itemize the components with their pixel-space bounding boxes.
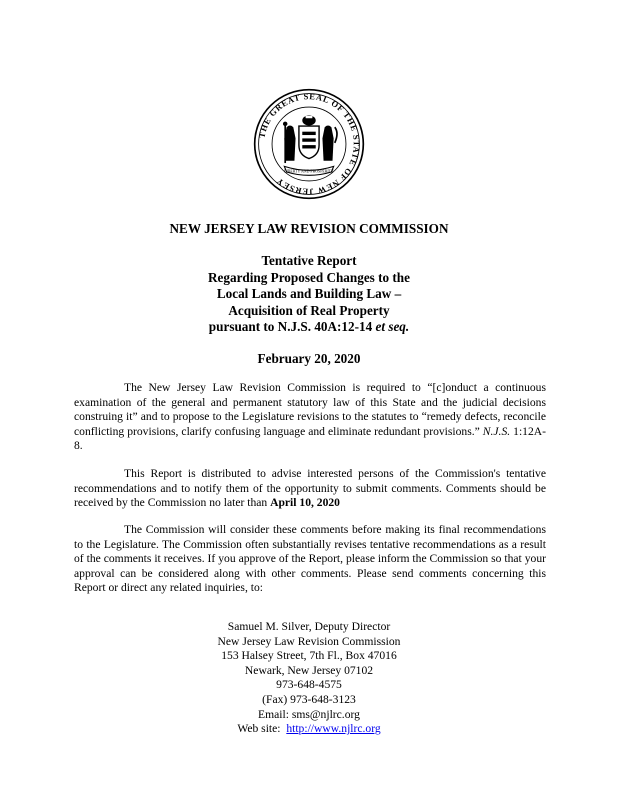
statute-citation: pursuant to N.J.S. 40A:12-14 <box>208 319 376 334</box>
report-title-line <box>0 319 618 336</box>
report-date: February 20, 2020 <box>257 351 361 366</box>
contact-address-1: 153 Halsey Street, 7th Fl., Box 47016 <box>221 649 397 663</box>
comment-deadline: April 10, 2020 <box>270 496 340 510</box>
seal-ring-text: THE GREAT SEAL OF THE STATE OF NEW JERSEY <box>257 92 361 196</box>
paragraph-text: This Report is distributed to advise interested persons of the Commission's tentative recommendations and to notify them of the opportunity to submit comments. Comments should be received by the Commission no later than <box>74 467 546 510</box>
commission-heading: NEW JERSEY LAW REVISION COMMISSION <box>169 221 449 236</box>
contact-org: New Jersey Law Revision Commission <box>217 634 401 648</box>
citation-rest: 1:12A-8. <box>74 424 546 453</box>
report-title-line: Acquisition of Real Property <box>228 302 390 318</box>
contact-phone: 973-648-4575 <box>276 678 342 692</box>
report-title <box>0 253 618 336</box>
report-title-line: Tentative Report <box>261 253 357 268</box>
paragraph-mandate <box>74 381 546 454</box>
paragraph-text: The Commission will consider these comments before making its final recommendations to the Legislature. The Commission often substantially revises tentative recommendations as a result of the comments it receives. If you approve of the Report, please inform the Commission so that your approval can be considered along with other comments. Please send comments concerning this Report or direct any related inquiries, to: <box>74 523 546 595</box>
seal-scroll-text: LIBERTY AND PROSPERITY <box>284 169 334 174</box>
citation-italic: N.J.S. <box>482 424 511 438</box>
report-title-line: Local Lands and Building Law – <box>216 286 402 301</box>
contact-email: Email: sms@njlrc.org <box>258 707 360 721</box>
state-seal <box>253 88 365 200</box>
website-link[interactable]: http://www.njlrc.org <box>286 722 381 736</box>
paragraph-distribution <box>74 467 546 511</box>
et-seq: et seq. <box>375 319 410 334</box>
report-title-line: Regarding Proposed Changes to the <box>208 269 410 285</box>
contact-fax: (Fax) 973-648-3123 <box>262 692 356 706</box>
paragraph-comments <box>74 523 546 596</box>
paragraph-text: The New Jersey Law Revision Commission is required to “[c]onduct a continuous examination of the general and permanent statutory law of this State and the judicial decisions construing it” and to propose to the Legislature revisions to the statutes to “remedy defects, reconcile conflicting provisions, clarify confusing language and eliminate redundant provisions.” <box>74 381 546 438</box>
contact-name: Samuel M. Silver, Deputy Director <box>227 620 391 633</box>
website-label: Web site: <box>237 722 287 736</box>
contact-website <box>0 722 618 737</box>
contact-address-2: Newark, New Jersey 07102 <box>244 663 374 677</box>
contact-block <box>0 620 618 737</box>
